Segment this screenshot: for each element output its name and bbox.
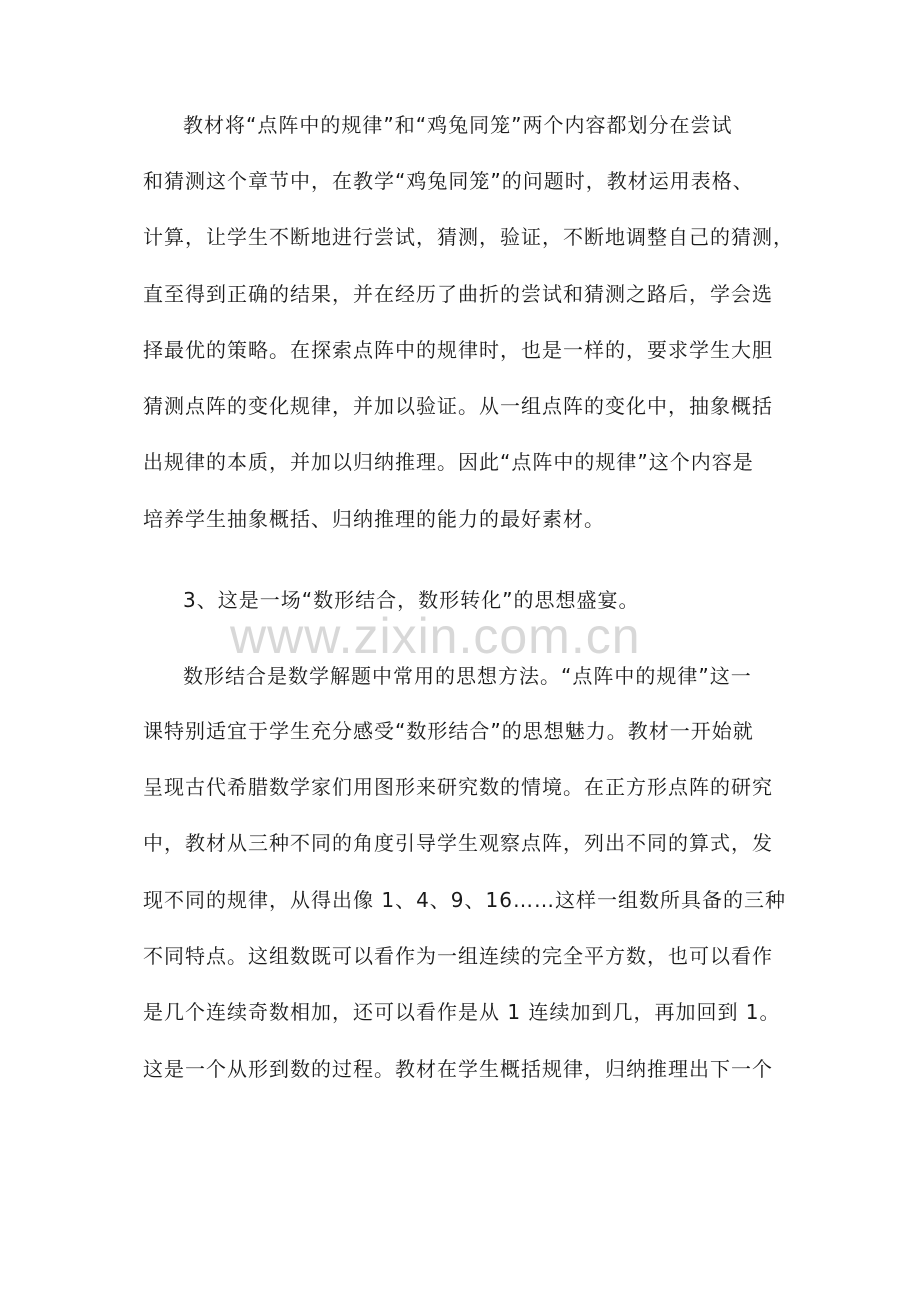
paragraph-2-line-6: 不同特点。这组数既可以看作为一组连续的完全平方数，也可以看作 xyxy=(143,944,773,968)
watermark-text: www.zixin.com.cn xyxy=(230,608,641,664)
paragraph-1-line-7: 出规律的本质，并加以归纳推理。因此“点阵中的规律”这个内容是 xyxy=(143,450,754,474)
paragraph-1-line-1: 教材将“点阵中的规律”和“鸡兔同笼”两个内容都划分在尝试 xyxy=(183,113,733,137)
paragraph-1-line-6: 猜测点阵的变化规律，并加以验证。从一组点阵的变化中，抽象概括 xyxy=(143,394,773,418)
paragraph-1-line-3: 计算，让学生不断地进行尝试，猜测，验证，不断地调整自己的猜测， xyxy=(143,225,794,249)
section-heading-3: 3、这是一场“数形结合，数形转化”的思想盛宴。 xyxy=(183,588,640,612)
paragraph-2-line-1: 数形结合是数学解题中常用的思想方法。“点阵中的规律”这一 xyxy=(183,664,752,688)
paragraph-2-line-2: 课特别适宜于学生充分感受“数形结合”的思想魅力。教材一开始就 xyxy=(143,719,754,743)
paragraph-1-line-2: 和猜测这个章节中，在教学“鸡兔同笼”的问题时，教材运用表格、 xyxy=(143,169,754,193)
paragraph-2-line-3: 呈现古代希腊数学家们用图形来研究数的情境。在正方形点阵的研究 xyxy=(143,775,773,799)
paragraph-2-line-8: 这是一个从形到数的过程。教材在学生概括规律，归纳推理出下一个 xyxy=(143,1057,773,1081)
paragraph-1-line-8: 培养学生抽象概括、归纳推理的能力的最好素材。 xyxy=(143,507,605,531)
paragraph-1-line-5: 择最优的策略。在探索点阵中的规律时，也是一样的，要求学生大胆 xyxy=(143,338,773,362)
paragraph-1-line-4: 直至得到正确的结果，并在经历了曲折的尝试和猜测之路后，学会选 xyxy=(143,282,773,306)
paragraph-2-line-5: 现不同的规律，从得出像 1、4、9、16……这样一组数所具备的三种 xyxy=(143,888,786,912)
paragraph-2-line-7: 是几个连续奇数相加，还可以看作是从 1 连续加到几，再加回到 1。 xyxy=(143,1000,781,1024)
paragraph-2-line-4: 中，教材从三种不同的角度引导学生观察点阵，列出不同的算式，发 xyxy=(143,831,773,855)
